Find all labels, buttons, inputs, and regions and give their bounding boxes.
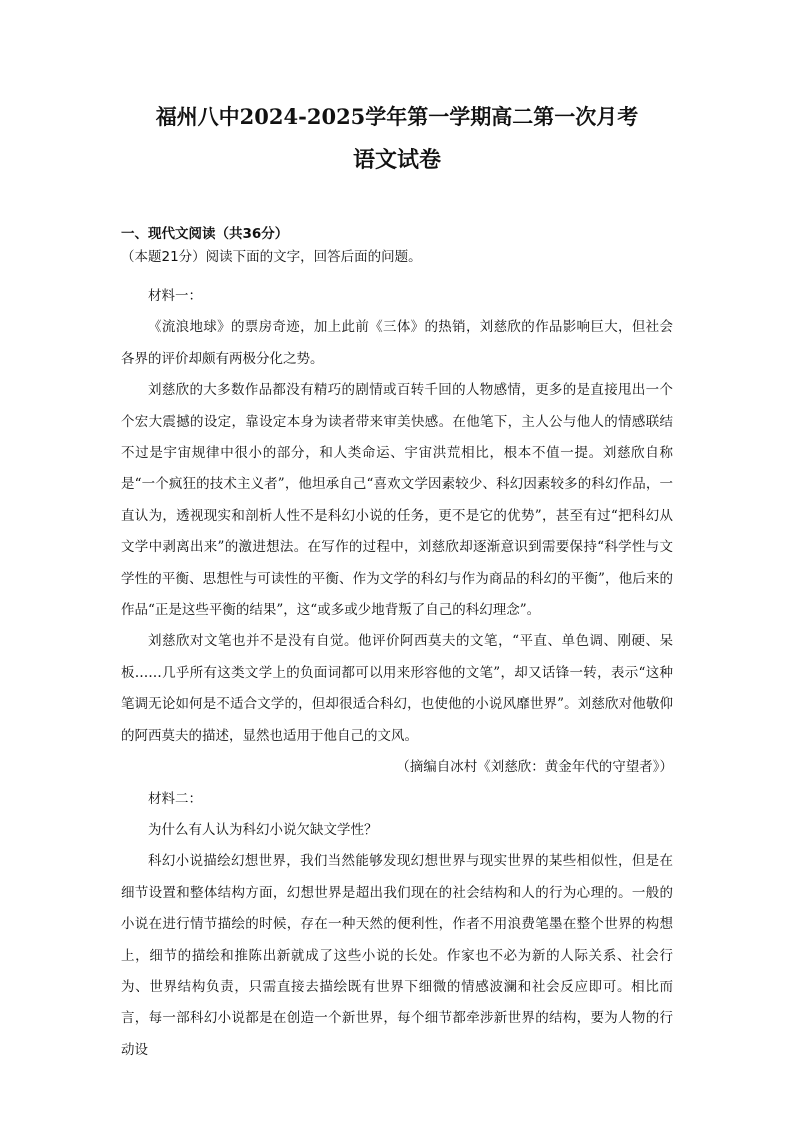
reading-passage	[121, 281, 673, 1066]
paragraph: 刘慈欣对文笔也并不是没有自觉。他评价阿西莫夫的文笔，“平直、单色调、刚硬、呆板……几乎所有这类文学上的负面词都可以用来形容他的文笔”，却又话锋一转，表示“这种笔调无论如何是不适合文学的，但却很适合科幻，也使他的小说风靡世界”。刘慈欣对他敬仰的阿西莫夫的描述，显然也适用于他自己的文风。	[121, 633, 673, 744]
paragraph: 为什么有人认为科幻小说欠缺文学性？	[148, 821, 378, 838]
source-citation: （摘编自冰村《刘慈欣：黄金年代的守望者》）	[396, 759, 673, 776]
question-intro: （本题21分）阅读下面的文字，回答后面的问题。	[121, 249, 422, 265]
exam-title: 福州八中2024-2025学年第一学期高二第一次月考	[155, 104, 639, 129]
paragraph: 刘慈欣的大多数作品都没有精巧的剧情或百转千回的人物感情，更多的是直接甩出一个个宏大震撼的设定，靠设定本身为读者带来审美快感。在他笔下，主人公与他人的情感联结不过是宇宙规律中很小的部分，和人类命运、宇宙洪荒相比，根本不值一提。刘慈欣自称是“一个疯狂的技术主义者”，他坦承自己“喜欢文学因素较少、科幻因素较多的科幻作品，一直认为，透视现实和剖析人性不是科幻小说的任务，更不是它的优势”，甚至有过“把科幻从文学中剥离出来”的激进想法。在写作的过程中，刘慈欣却逐渐意识到需要保持“科学性与文学性的平衡、思想性与可读性的平衡、作为文学的科幻与作为商品的科幻的平衡”，他后来的作品“正是这些平衡的结果”，这“或多或少地背叛了自己的科幻理念”。	[121, 382, 673, 619]
paragraph: 科幻小说描绘幻想世界，我们当然能够发现幻想世界与现实世界的某些相似性，但是在细节设置和整体结构方面，幻想世界是超出我们现在的社会结构和人的行为心理的。一般的小说在进行情节描绘的时候，存在一种天然的便利性，作者不用浪费笔墨在整个世界的构想上，细节的描绘和推陈出新就成了这些小说的长处。作家也不必为新的人际关系、社会行为、世界结构负责，只需直接去描绘既有世界下细微的情感波澜和社会反应即可。相比而言，每一部科幻小说都是在创造一个新世界，每个细节都牵涉新世界的结构，要为人物的行动设	[121, 853, 673, 1058]
material1-label: 材料一：	[148, 288, 202, 304]
material2-label: 材料二：	[148, 790, 202, 807]
paragraph: 《流浪地球》的票房奇迹，加上此前《三体》的热销，刘慈欣的作品影响巨大，但社会各界的评价却颇有两极分化之势。	[121, 319, 673, 367]
exam-subtitle: 语文试卷	[352, 148, 441, 173]
section-heading: 一、现代文阅读（共36分）	[121, 226, 289, 242]
